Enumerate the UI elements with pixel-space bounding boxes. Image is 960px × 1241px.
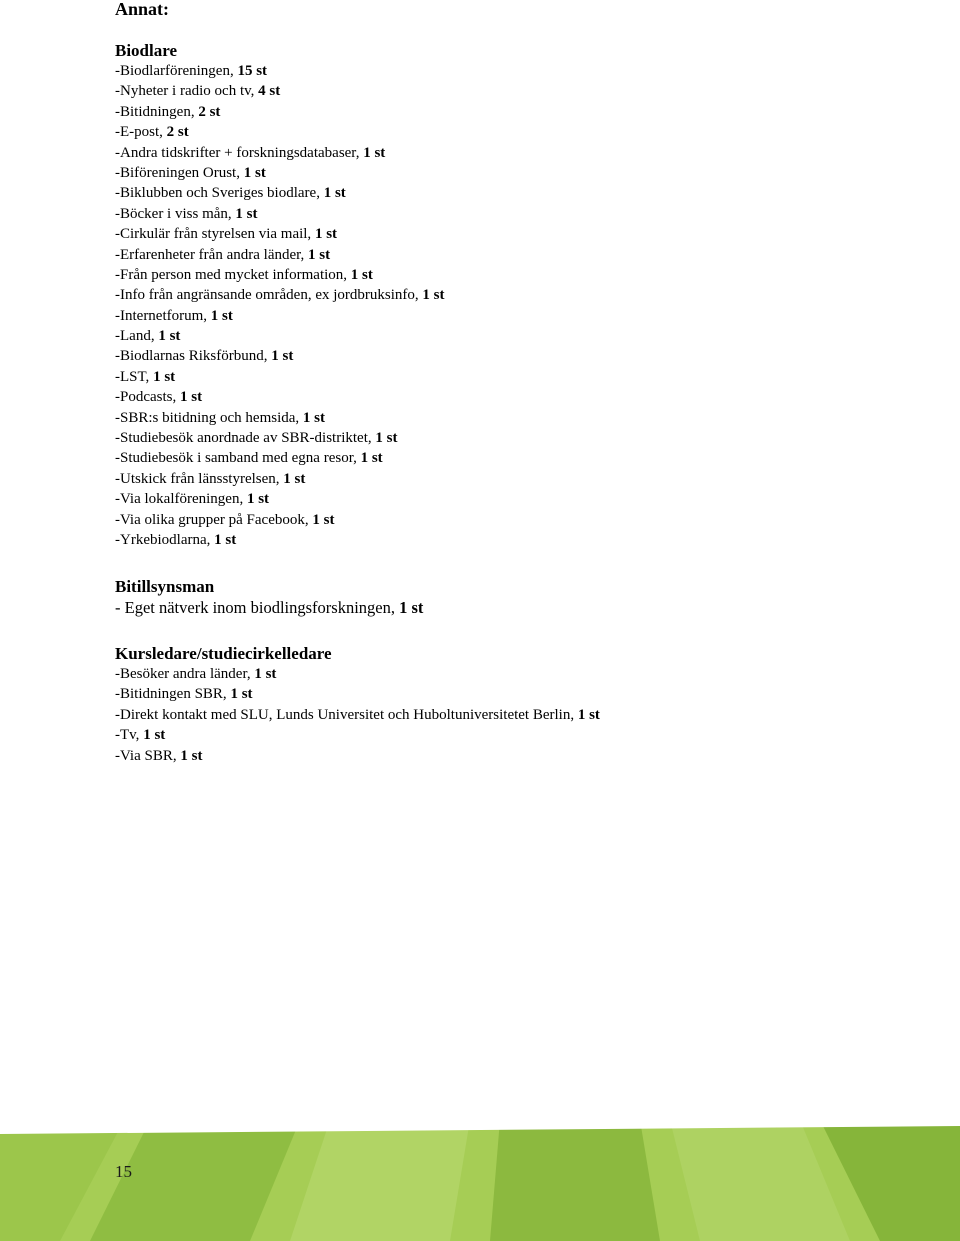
- list-item-text: -Erfarenheter från andra länder,: [115, 246, 309, 263]
- list-item-text: -Besöker andra länder,: [115, 666, 255, 682]
- list-item: [115, 489, 444, 509]
- list-item-count: 1 st: [214, 531, 237, 548]
- list-item-count: 1 st: [577, 706, 600, 723]
- list-item: [115, 428, 444, 448]
- list-item-count: 4 st: [258, 83, 281, 100]
- list-item-text: -Biodlarnas Riksförbund,: [115, 348, 272, 365]
- list-item: [115, 408, 444, 428]
- list-item: [115, 224, 444, 244]
- list-item: [115, 163, 444, 183]
- section-title-kursledare: Kursledare/studiecirkelledare: [115, 644, 332, 663]
- list-item: [115, 326, 444, 346]
- list-item-text: -Bitidningen SBR,: [115, 686, 231, 703]
- entry-list-biodlare: [115, 61, 444, 550]
- list-item: [115, 597, 423, 619]
- list-item-count: 1 st: [180, 389, 203, 406]
- list-item-count: 1 st: [158, 328, 181, 345]
- list-item-count: 1 st: [363, 144, 386, 161]
- list-item-count: 1 st: [271, 348, 294, 365]
- list-item-count: 1 st: [180, 747, 203, 764]
- list-item: [115, 61, 444, 81]
- list-item: [115, 102, 444, 122]
- list-item: [115, 245, 444, 265]
- list-item-text: -E-post,: [115, 124, 167, 141]
- list-item-count: 1 st: [422, 287, 445, 304]
- list-item: [115, 746, 600, 766]
- list-item-count: 1 st: [360, 450, 383, 467]
- list-item: [115, 367, 444, 387]
- list-item-count: 1 st: [153, 368, 176, 385]
- list-item-count: 1 st: [314, 226, 338, 243]
- list-item: [115, 469, 444, 489]
- list-item-text: -Utskick från länsstyrelsen,: [115, 470, 284, 487]
- list-item-count: 1 st: [230, 686, 253, 703]
- section-biodlare: [115, 41, 444, 550]
- list-item-text: -Direkt kontakt med SLU, Lunds Universitet och Huboltuniversitetet Berlin,: [115, 706, 578, 723]
- list-item: [115, 530, 444, 550]
- list-item-count: 1 st: [246, 491, 270, 508]
- section-title-bitillsynsman: Bitillsynsman: [115, 577, 215, 596]
- list-item: [115, 143, 444, 163]
- list-item-count: 2 st: [198, 103, 221, 120]
- list-item-count: 1 st: [143, 727, 166, 744]
- list-item-count: 1 st: [210, 307, 233, 324]
- list-item-text: -Från person med mycket information,: [115, 266, 351, 283]
- list-item: [115, 387, 444, 407]
- list-item-text: -SBR:s bitidning och hemsida,: [115, 409, 303, 426]
- list-item-count: 1 st: [302, 409, 326, 426]
- list-item-text: -Land,: [115, 328, 159, 345]
- list-item-text: -LST,: [115, 368, 154, 385]
- list-item-text: -Biodlarföreningen,: [115, 63, 238, 79]
- list-item: [115, 81, 444, 101]
- list-item-text: -Cirkulär från styrelsen via mail,: [115, 226, 315, 243]
- list-item-count: 1 st: [235, 205, 258, 222]
- list-item-text: -Studiebesök anordnade av SBR-distriktet,: [115, 430, 376, 447]
- list-item-text: -Böcker i viss mån,: [115, 205, 236, 222]
- list-item-text: -Via lokalföreningen,: [115, 491, 247, 508]
- list-item: [115, 204, 444, 224]
- list-item-count: 1 st: [350, 266, 373, 283]
- list-item-count: 1 st: [312, 511, 335, 528]
- list-item-text: -Via SBR,: [115, 747, 181, 764]
- list-item-count: 1 st: [399, 598, 424, 617]
- list-item-text: -Tv,: [115, 727, 144, 744]
- list-item: [115, 122, 444, 142]
- footer-band: [0, 1120, 960, 1241]
- list-item: [115, 285, 444, 305]
- list-item-count: 2 st: [166, 124, 189, 141]
- list-item: [115, 306, 444, 326]
- list-item-text: -Yrkebiodlarna,: [115, 531, 215, 548]
- list-item-text: -Nyheter i radio och tv,: [115, 83, 259, 100]
- list-item-text: -Studiebesök i samband med egna resor,: [115, 450, 361, 467]
- footer-grass-graphic: [0, 1120, 960, 1241]
- section-title-biodlare: Biodlare: [115, 41, 178, 60]
- list-item-count: 1 st: [254, 666, 277, 682]
- list-item-text: -Via olika grupper på Facebook,: [115, 511, 313, 528]
- entry-list-bitillsynsman: [115, 597, 423, 619]
- page-number: 15: [115, 1162, 132, 1181]
- list-item: [115, 705, 600, 725]
- list-item: [115, 346, 444, 366]
- list-item: [115, 510, 444, 530]
- list-item-count: 1 st: [243, 164, 266, 181]
- list-item: [115, 448, 444, 468]
- list-item-text: -Info från angränsande områden, ex jordbruksinfo,: [115, 287, 423, 304]
- entry-list-kursledare: [115, 664, 600, 766]
- list-item-text: -Internetforum,: [115, 307, 211, 324]
- list-item-text: -Bitidningen,: [115, 103, 199, 120]
- list-item: [115, 684, 600, 704]
- list-item-text: -Biföreningen Orust,: [115, 164, 244, 181]
- list-item-text: -Podcasts,: [115, 389, 180, 406]
- list-item: [115, 664, 600, 684]
- list-item-count: 15 st: [237, 63, 268, 79]
- list-item-count: 1 st: [375, 430, 398, 447]
- list-item-text: - Eget nätverk inom biodlingsforskningen,: [115, 598, 400, 617]
- list-item-text: -Andra tidskrifter + forskningsdatabaser,: [115, 144, 364, 161]
- list-item-count: 1 st: [308, 246, 331, 263]
- list-item: [115, 725, 600, 745]
- list-item-count: 1 st: [323, 185, 346, 202]
- list-item-count: 1 st: [283, 470, 306, 487]
- list-item: [115, 265, 444, 285]
- list-item-text: -Biklubben och Sveriges biodlare,: [115, 185, 324, 202]
- section-kursledare: [115, 644, 600, 766]
- list-item: [115, 183, 444, 203]
- page-heading: Annat:: [115, 0, 170, 19]
- section-bitillsynsman: [115, 577, 423, 619]
